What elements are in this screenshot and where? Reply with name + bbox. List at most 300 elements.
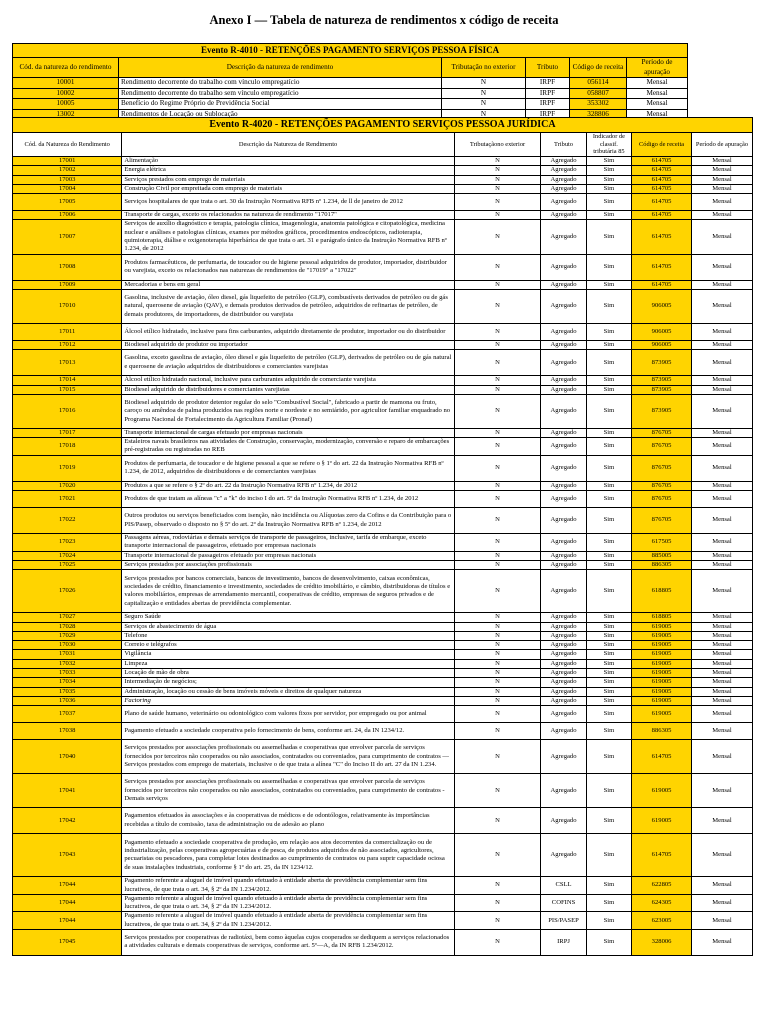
table-row (13, 289, 753, 323)
nature-description: Pagamento referente a aluguel de imóvel quando efetuado à entidade aberta de previdência complementar sem fins lucrativos, de que trata o art. 34, § 2º da IN 1.234/2012. (122, 894, 454, 912)
table-row (13, 696, 753, 705)
tax: Agregado (541, 570, 586, 613)
tax: Agregado (541, 622, 586, 631)
period: Mensal (691, 280, 752, 289)
classification-indicator: Sim (586, 289, 631, 323)
nature-description: Serviços prestados por bancos comerciais, bancos de investimento, bancos de desenvolvimento, caixas econômicas, sociedades de crédito, financiamento e investimento, sociedades de crédito imobiliário, e câmbio, distribuidoras de títulos e valores mobiliários, empresas de arrendamento mercantil, cooperativas de crédito, empresas de seguros privados e de capitalização e entidades abertas de previdência complementar. (122, 570, 454, 613)
classification-indicator: Sim (586, 385, 631, 394)
nature-description: Gasolina, inclusive de aviação, óleo diesel, gás liquefeito de petróleo (GLP), combustíveis derivados de petróleo ou de gás natural, querosene de aviação (QAV), e demais produtos derivados de petróleo, adquiridos de refinarias de petróleo, de demais produtores, de importadores, de distribuidor ou varejista (122, 289, 454, 323)
classification-indicator: Sim (586, 774, 631, 808)
tax: IRPF (526, 88, 570, 99)
table-row (13, 659, 753, 668)
foreign-taxation: N (454, 481, 541, 490)
foreign-taxation: N (454, 534, 541, 552)
period: Mensal (691, 696, 752, 705)
column-header: Tributo (526, 58, 570, 78)
period: Mensal (691, 534, 752, 552)
classification-indicator: Sim (586, 560, 631, 569)
table-row (13, 481, 753, 490)
nature-description: Rendimentos de Locação ou Sublocação (119, 109, 442, 120)
nature-description: Rendimento decorrente do trabalho sem vínculo empregatício (119, 88, 442, 99)
nature-description: Biodiesel adquirido de distribuidores e comerciantes varejistas (122, 385, 454, 394)
nature-code: 17038 (13, 723, 122, 740)
classification-indicator: Sim (586, 650, 631, 659)
classification-indicator: Sim (586, 508, 631, 534)
table-row (13, 774, 753, 808)
classification-indicator: Sim (586, 166, 631, 175)
revenue-code: 614705 (632, 834, 692, 877)
column-header: Descrição da natureza de rendimento (119, 58, 442, 78)
period: Mensal (691, 428, 752, 437)
tax: Agregado (541, 385, 586, 394)
nature-description: Álcool etílico hidratado nacional, inclusive para carburantes adquirido de comerciante varejista (122, 376, 454, 385)
nature-description: Plano de saúde humano, veterinário ou odontológico com valores fixos por servidor, por empregado ou por animal (122, 706, 454, 723)
tax: Agregado (541, 631, 586, 640)
column-header: Cód. da Natureza do Rendimento (13, 133, 122, 157)
revenue-code: 617505 (632, 534, 692, 552)
nature-code: 10002 (13, 88, 119, 99)
foreign-taxation: N (454, 678, 541, 687)
revenue-code: 328806 (570, 109, 627, 120)
classification-indicator: Sim (586, 194, 631, 211)
tax: Agregado (541, 340, 586, 349)
r4010-table (12, 43, 688, 121)
classification-indicator: Sim (586, 254, 631, 280)
table-row (13, 808, 753, 834)
nature-code: 17018 (13, 438, 122, 456)
period: Mensal (691, 220, 752, 254)
table-row (13, 340, 753, 349)
revenue-code: 876705 (632, 508, 692, 534)
nature-description: Transporte internacional de passageiros efetuado por empresas nacionais (122, 551, 454, 560)
nature-code: 17037 (13, 706, 122, 723)
nature-code: 17027 (13, 613, 122, 622)
tax: Agregado (541, 641, 586, 650)
tax: Agregado (541, 166, 586, 175)
revenue-code: 619005 (632, 696, 692, 705)
classification-indicator: Sim (586, 613, 631, 622)
nature-description: Serviços prestados por cooperativas de radiotáxi, bem como àquelas cujos cooperados se dediquem a serviços relacionados a atividades culturais e demais cooperativas de serviços, conforme art. 5º—A, da IN RFB 1.234/2012. (122, 929, 454, 955)
revenue-code: 056114 (570, 78, 627, 89)
nature-code: 17033 (13, 669, 122, 678)
revenue-code: 614705 (632, 740, 692, 774)
revenue-code: 619005 (632, 631, 692, 640)
column-header: Indicador de classif. tributária 85 (586, 133, 631, 157)
table-row (13, 428, 753, 437)
r4020-table (12, 117, 753, 956)
table-row (13, 166, 753, 175)
nature-description: Rendimento decorrente do trabalho com vínculo empregatício (119, 78, 442, 89)
classification-indicator: Sim (586, 394, 631, 428)
period: Mensal (691, 350, 752, 376)
tax: Agregado (541, 428, 586, 437)
revenue-code: 876705 (632, 481, 692, 490)
nature-description: Telefone (122, 631, 454, 640)
nature-description: Transporte de cargas, exceto os relacionados na natureza de rendimento "17017" (122, 211, 454, 220)
nature-code: 17003 (13, 175, 122, 184)
table-row (13, 254, 753, 280)
nature-code: 17021 (13, 491, 122, 508)
table-row (13, 350, 753, 376)
nature-description: Estaleiros navais brasileiros nas atividades de Construção, conservação, modernização, conversão e reparo de embarcações pré-registradas ou registradas no REB (122, 438, 454, 456)
nature-description: Alimentação (122, 157, 454, 166)
nature-description: Biodiesel adquirido de produtor ou importador (122, 340, 454, 349)
nature-description: Vigilância (122, 650, 454, 659)
table-row (13, 211, 753, 220)
tax: Agregado (541, 687, 586, 696)
period: Mensal (691, 929, 752, 955)
tax: Agregado (541, 254, 586, 280)
foreign-taxation: N (442, 78, 526, 89)
revenue-code: 353302 (570, 99, 627, 110)
period: Mensal (691, 631, 752, 640)
classification-indicator: Sim (586, 641, 631, 650)
nature-code: 17032 (13, 659, 122, 668)
revenue-code: 614705 (632, 194, 692, 211)
tax: COFINS (541, 894, 586, 912)
revenue-code: 619005 (632, 669, 692, 678)
r4010-title: Evento R-4010 - RETENÇÕES PAGAMENTO SERVIÇOS PESSOA FÍSICA (13, 44, 688, 58)
tax: CSLL (541, 877, 586, 895)
foreign-taxation: N (442, 88, 526, 99)
nature-code: 17025 (13, 560, 122, 569)
nature-description: Factoring (122, 696, 454, 705)
table-row (13, 706, 753, 723)
foreign-taxation: N (454, 220, 541, 254)
foreign-taxation: N (454, 808, 541, 834)
column-header: Descrição da Natureza de Rendimento (122, 133, 454, 157)
period: Mensal (691, 175, 752, 184)
table-row (13, 570, 753, 613)
foreign-taxation: N (454, 438, 541, 456)
tax: Agregado (541, 678, 586, 687)
nature-description: Serviços prestados por associações profissionais (122, 560, 454, 569)
foreign-taxation: N (454, 323, 541, 340)
nature-description: Gasolina, exceto gasolina de aviação, óleo diesel e gás liquefeito de petróleo (GLP), derivados de petróleo ou de gás natural e querosene de aviação adquiridos de distribuidores e comerciantes varejistas (122, 350, 454, 376)
period: Mensal (627, 109, 688, 120)
tax: Agregado (541, 508, 586, 534)
r4010-title-row (13, 44, 688, 58)
table-row (13, 175, 753, 184)
nature-description: Locação de mão de obra (122, 669, 454, 678)
classification-indicator: Sim (586, 323, 631, 340)
classification-indicator: Sim (586, 184, 631, 193)
nature-description: Transporte internacional de cargas efetuado por empresas nacionais (122, 428, 454, 437)
tax: Agregado (541, 774, 586, 808)
revenue-code: 618805 (632, 613, 692, 622)
classification-indicator: Sim (586, 834, 631, 877)
table-row (13, 641, 753, 650)
tax: Agregado (541, 534, 586, 552)
tax: Agregado (541, 175, 586, 184)
nature-code: 17016 (13, 394, 122, 428)
period: Mensal (627, 78, 688, 89)
period: Mensal (691, 678, 752, 687)
period: Mensal (691, 157, 752, 166)
period: Mensal (691, 723, 752, 740)
revenue-code: 328006 (632, 929, 692, 955)
table-row (13, 88, 688, 99)
foreign-taxation: N (454, 340, 541, 349)
tax: Agregado (541, 808, 586, 834)
period: Mensal (691, 669, 752, 678)
period: Mensal (691, 774, 752, 808)
nature-description: Serviços prestados com emprego de materiais (122, 175, 454, 184)
table-row (13, 877, 753, 895)
nature-code: 17041 (13, 774, 122, 808)
foreign-taxation: N (454, 669, 541, 678)
period: Mensal (691, 254, 752, 280)
tax: Agregado (541, 613, 586, 622)
revenue-code: 876705 (632, 428, 692, 437)
nature-code: 17034 (13, 678, 122, 687)
period: Mensal (691, 560, 752, 569)
classification-indicator: Sim (586, 894, 631, 912)
nature-code: 17012 (13, 340, 122, 349)
period: Mensal (691, 659, 752, 668)
period: Mensal (691, 808, 752, 834)
classification-indicator: Sim (586, 912, 631, 930)
period: Mensal (691, 194, 752, 211)
table-row (13, 551, 753, 560)
revenue-code: 619005 (632, 622, 692, 631)
nature-description: Correio e telégrafos (122, 641, 454, 650)
table-row (13, 376, 753, 385)
foreign-taxation: N (454, 687, 541, 696)
revenue-code: 886305 (632, 560, 692, 569)
classification-indicator: Sim (586, 376, 631, 385)
classification-indicator: Sim (586, 211, 631, 220)
nature-description: Pagamento efetuado a sociedade cooperativa pelo fornecimento de bens, conforme art. 24, da IN 1234/12. (122, 723, 454, 740)
nature-description: Produtos farmacêuticos, de perfumaria, de toucador ou de higiene pessoal adquiridos de produtor, importador, distribuidor ou varejista, exceto os relacionados nas naturezas de rendimentos de "17019" a "17022" (122, 254, 454, 280)
tax: Agregado (541, 560, 586, 569)
period: Mensal (691, 184, 752, 193)
nature-description: Serviços hospitalares de que trata o art. 30 da Instrução Normativa RFB nº 1.234, de ll de janeiro de 2012 (122, 194, 454, 211)
period: Mensal (691, 211, 752, 220)
revenue-code: 619005 (632, 678, 692, 687)
r4020-title-row (13, 118, 753, 133)
revenue-code: 614705 (632, 166, 692, 175)
nature-description: Álcool etílico hidratado, inclusive para fins carburantes, adquirido diretamente de produtor, importador ou do distribuidor (122, 323, 454, 340)
revenue-code: 886305 (632, 723, 692, 740)
foreign-taxation: N (454, 877, 541, 895)
period: Mensal (691, 740, 752, 774)
foreign-taxation: N (442, 99, 526, 110)
nature-code: 17014 (13, 376, 122, 385)
tax: Agregado (541, 481, 586, 490)
period: Mensal (691, 323, 752, 340)
revenue-code: 906005 (632, 289, 692, 323)
nature-code: 17007 (13, 220, 122, 254)
classification-indicator: Sim (586, 740, 631, 774)
tax: Agregado (541, 184, 586, 193)
nature-description: Serviços prestados por associações profissionais ou assemelhadas e cooperativas que envolver parcela de serviços fornecidos por terceiros não cooperados ou não associados, contratados ou conveniados, para cumprimento de contratos — Serviços prestados com emprego de materiais, inclusive o de que trata a alínea "C" do Inciso II do art. 27 da IN 1.234. (122, 740, 454, 774)
revenue-code: 906005 (632, 323, 692, 340)
foreign-taxation: N (454, 289, 541, 323)
tax: Agregado (541, 394, 586, 428)
classification-indicator: Sim (586, 929, 631, 955)
table-row (13, 534, 753, 552)
revenue-code: 623005 (632, 912, 692, 930)
nature-code: 17020 (13, 481, 122, 490)
foreign-taxation: N (454, 184, 541, 193)
revenue-code: 614705 (632, 175, 692, 184)
period: Mensal (691, 622, 752, 631)
tax: Agregado (541, 194, 586, 211)
foreign-taxation: N (454, 723, 541, 740)
classification-indicator: Sim (586, 631, 631, 640)
period: Mensal (691, 376, 752, 385)
nature-code: 17011 (13, 323, 122, 340)
foreign-taxation: N (454, 508, 541, 534)
tax: IRPJ (541, 929, 586, 955)
classification-indicator: Sim (586, 428, 631, 437)
nature-description: Pagamento referente a aluguel de imóvel quando efetuado à entidade aberta de previdência complementar sem fins lucrativos, de que trata o art. 34, § 2º da IN 1.234/2012. (122, 912, 454, 930)
table-row (13, 438, 753, 456)
revenue-code: 058807 (570, 88, 627, 99)
classification-indicator: Sim (586, 687, 631, 696)
foreign-taxation: N (442, 109, 526, 120)
revenue-code: 619005 (632, 774, 692, 808)
foreign-taxation: N (454, 641, 541, 650)
table-row (13, 323, 753, 340)
table-row (13, 631, 753, 640)
foreign-taxation: N (454, 157, 541, 166)
revenue-code: 614705 (632, 184, 692, 193)
nature-description: Pagamento referente a aluguel de imóvel quando efetuado à entidade aberta de previdência complementar sem fins lucrativos, de que trata o art. 34, § 2º da IN 1.234/2012. (122, 877, 454, 895)
period: Mensal (691, 491, 752, 508)
foreign-taxation: N (454, 696, 541, 705)
period: Mensal (691, 687, 752, 696)
classification-indicator: Sim (586, 877, 631, 895)
period: Mensal (691, 551, 752, 560)
tax: IRPF (526, 78, 570, 89)
foreign-taxation: N (454, 551, 541, 560)
foreign-taxation: N (454, 570, 541, 613)
foreign-taxation: N (454, 175, 541, 184)
foreign-taxation: N (454, 194, 541, 211)
nature-code: 17008 (13, 254, 122, 280)
revenue-code: 622805 (632, 877, 692, 895)
classification-indicator: Sim (586, 481, 631, 490)
table-row (13, 912, 753, 930)
revenue-code: 614705 (632, 280, 692, 289)
period: Mensal (691, 508, 752, 534)
table-row (13, 508, 753, 534)
nature-description: Outros produtos ou serviços beneficiados com isenção, não incidência ou Alíquotas zero da Cofins e da Contribuição para o PIS/Pasep, observado o disposto no § 5º do art. 2º da Instrução Normativa RFB nº 1.234, de 2012 (122, 508, 454, 534)
foreign-taxation: N (454, 560, 541, 569)
nature-description: Mercadorias e bens em geral (122, 280, 454, 289)
r4020-title: Evento R-4020 - RETENÇÕES PAGAMENTO SERVIÇOS PESSOA JURÍDICA (13, 118, 753, 133)
r4020-header-row (13, 133, 753, 157)
nature-description: Construção Civil por empreitada com emprego de materiais (122, 184, 454, 193)
period: Mensal (691, 385, 752, 394)
nature-code: 17031 (13, 650, 122, 659)
foreign-taxation: N (454, 491, 541, 508)
classification-indicator: Sim (586, 622, 631, 631)
tax: Agregado (541, 834, 586, 877)
nature-description: Produtos de perfumaria, de toucador e de higiene pessoal a que se refere o § 1º do art. 22 da Instrução Normativa RFB nº 1.234, de 2012, adquiridos de distribuidores e de comerciantes varejistas (122, 455, 454, 481)
revenue-code: 619005 (632, 641, 692, 650)
tax: Agregado (541, 376, 586, 385)
table-row (13, 194, 753, 211)
period: Mensal (691, 877, 752, 895)
foreign-taxation: N (454, 385, 541, 394)
period: Mensal (691, 641, 752, 650)
table-row (13, 613, 753, 622)
nature-description: Intermediação de negócios; (122, 678, 454, 687)
foreign-taxation: N (454, 376, 541, 385)
classification-indicator: Sim (586, 723, 631, 740)
foreign-taxation: N (454, 211, 541, 220)
revenue-code: 614705 (632, 211, 692, 220)
nature-description: Limpeza (122, 659, 454, 668)
classification-indicator: Sim (586, 350, 631, 376)
period: Mensal (691, 834, 752, 877)
revenue-code: 876705 (632, 438, 692, 456)
tax: Agregado (541, 280, 586, 289)
nature-code: 17024 (13, 551, 122, 560)
revenue-code: 885005 (632, 551, 692, 560)
revenue-code: 906005 (632, 340, 692, 349)
nature-code: 17019 (13, 455, 122, 481)
classification-indicator: Sim (586, 491, 631, 508)
period: Mensal (691, 289, 752, 323)
table-row (13, 78, 688, 89)
period: Mensal (691, 481, 752, 490)
revenue-code: 614705 (632, 220, 692, 254)
period: Mensal (691, 613, 752, 622)
tax: Agregado (541, 438, 586, 456)
foreign-taxation: N (454, 912, 541, 930)
nature-description: Energia elétrica (122, 166, 454, 175)
nature-description: Passagens aéreas, rodoviárias e demais serviços de transporte de passageiros, inclusive, tarifa de embarque, exceto transporte internacional de passageiros, efetuado por empresas nacionais (122, 534, 454, 552)
nature-code: 10005 (13, 99, 119, 110)
classification-indicator: Sim (586, 175, 631, 184)
period: Mensal (691, 894, 752, 912)
nature-code: 17005 (13, 194, 122, 211)
classification-indicator: Sim (586, 669, 631, 678)
classification-indicator: Sim (586, 696, 631, 705)
classification-indicator: Sim (586, 706, 631, 723)
period: Mensal (691, 455, 752, 481)
tax: Agregado (541, 157, 586, 166)
tax: Agregado (541, 455, 586, 481)
table-row (13, 723, 753, 740)
table-row (13, 220, 753, 254)
table-row (13, 678, 753, 687)
period: Mensal (691, 570, 752, 613)
nature-description: Administração, locação ou cessão de bens imóveis móveis e direitos de qualquer natureza (122, 687, 454, 696)
period: Mensal (691, 912, 752, 930)
nature-code: 17009 (13, 280, 122, 289)
nature-code: 17044 (13, 877, 122, 895)
foreign-taxation: N (454, 650, 541, 659)
table-row (13, 184, 753, 193)
classification-indicator: Sim (586, 280, 631, 289)
classification-indicator: Sim (586, 455, 631, 481)
foreign-taxation: N (454, 455, 541, 481)
foreign-taxation: N (454, 659, 541, 668)
period: Mensal (627, 88, 688, 99)
foreign-taxation: N (454, 622, 541, 631)
tax: PIS/PASEP (541, 912, 586, 930)
nature-code: 17023 (13, 534, 122, 552)
period: Mensal (691, 394, 752, 428)
tax: Agregado (541, 491, 586, 508)
foreign-taxation: N (454, 613, 541, 622)
revenue-code: 614705 (632, 157, 692, 166)
